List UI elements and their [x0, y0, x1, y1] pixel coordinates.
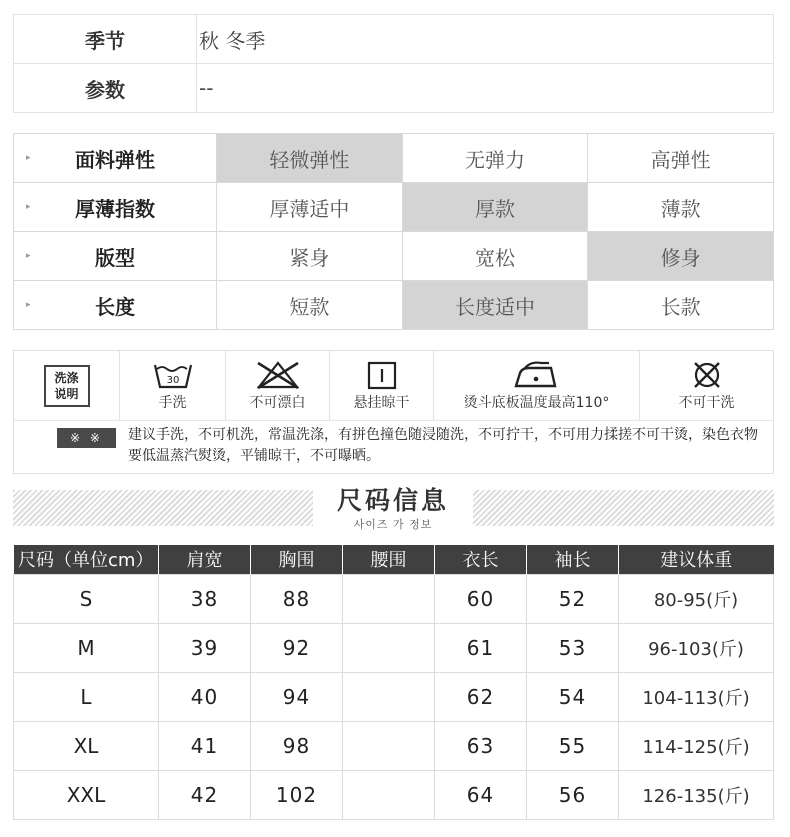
size-header-cell: 腰围	[343, 545, 435, 574]
waist-cell	[343, 574, 435, 623]
spec-key-label: 厚薄指数	[75, 196, 155, 221]
care-icon-row	[14, 351, 773, 421]
bullet-icon: ▸	[26, 153, 31, 163]
care-label-cell	[14, 351, 120, 420]
care-hang-dry	[330, 351, 434, 420]
spec-row	[14, 134, 774, 183]
size-header-cell: 尺码（单位cm）	[14, 545, 159, 574]
spec-option: 厚款	[402, 183, 588, 232]
spec-option: 宽松	[402, 232, 588, 281]
care-hand-wash	[120, 351, 226, 420]
care-label: 悬挂晾干	[353, 394, 410, 411]
size-label: L	[14, 672, 159, 721]
spec-row	[14, 183, 774, 232]
spec-option: 长度适中	[402, 281, 588, 330]
care-no-bleach	[226, 351, 330, 420]
care-label: 烫斗底板温度最高110°	[463, 394, 610, 411]
weight-cell: 96-103(斤)	[619, 623, 774, 672]
size-header-cell: 肩宽	[159, 545, 251, 574]
care-label-line: 说明	[54, 386, 79, 401]
chest-cell: 88	[251, 574, 343, 623]
size-label: XL	[14, 721, 159, 770]
spec-row	[14, 281, 774, 330]
spec-row	[14, 232, 774, 281]
care-label-badge	[44, 365, 90, 407]
weight-cell: 104-113(斤)	[619, 672, 774, 721]
size-title: 尺码信息	[336, 486, 449, 515]
care-note-text: 建议手洗，不可机洗，常温洗涤，有拼色撞色随浸随洗，不可拧干，不可用力揉搓不可干烫，染色衣物要低温蒸汽熨烫，平铺晾干，不可曝晒。	[128, 427, 758, 464]
spec-option: 厚薄适中	[217, 183, 403, 232]
size-label: XXL	[14, 770, 159, 819]
sleeve-cell: 54	[527, 672, 619, 721]
spec-option: 高弹性	[588, 134, 774, 183]
attr-value: 秋 冬季	[197, 15, 774, 64]
spec-option: 轻微弹性	[217, 134, 403, 183]
waist-cell	[343, 672, 435, 721]
spec-option: 薄款	[588, 183, 774, 232]
length-cell: 62	[435, 672, 527, 721]
table-row	[14, 623, 774, 672]
spec-option: 无弹力	[402, 134, 588, 183]
size-header-cell: 建议体重	[619, 545, 774, 574]
no-bleach-icon	[254, 360, 302, 390]
chest-cell: 92	[251, 623, 343, 672]
spec-option: 长款	[588, 281, 774, 330]
care-label: 手洗	[158, 394, 187, 411]
shoulder-cell: 40	[159, 672, 251, 721]
size-header-cell: 胸围	[251, 545, 343, 574]
shoulder-cell: 39	[159, 623, 251, 672]
fabric-spec-table	[13, 133, 774, 330]
attr-row-params	[14, 64, 774, 113]
chest-cell: 102	[251, 770, 343, 819]
table-row	[14, 672, 774, 721]
spec-option: 紧身	[217, 232, 403, 281]
shoulder-cell: 41	[159, 721, 251, 770]
length-cell: 61	[435, 623, 527, 672]
spec-option: 修身	[588, 232, 774, 281]
spec-key-label: 面料弹性	[75, 147, 155, 172]
shoulder-cell: 42	[159, 770, 251, 819]
length-cell: 60	[435, 574, 527, 623]
chest-cell: 98	[251, 721, 343, 770]
size-table	[13, 545, 774, 820]
wash-temp-text: 30	[166, 374, 179, 386]
size-title-box	[313, 478, 473, 536]
length-cell: 63	[435, 721, 527, 770]
hand-wash-icon	[153, 360, 193, 390]
attribute-table	[13, 14, 774, 113]
note-badge: ※ ※	[57, 428, 116, 448]
attr-key: 季节	[14, 15, 197, 64]
attr-value: --	[197, 64, 774, 113]
care-label: 不可漂白	[249, 394, 306, 411]
size-label: S	[14, 574, 159, 623]
spec-key	[14, 281, 217, 330]
care-label-line: 洗涤	[54, 370, 79, 385]
attr-row-season	[14, 15, 774, 64]
waist-cell	[343, 721, 435, 770]
care-instructions	[13, 350, 774, 474]
iron-icon	[511, 360, 563, 390]
length-cell: 64	[435, 770, 527, 819]
bullet-icon: ▸	[26, 251, 31, 261]
sleeve-cell: 56	[527, 770, 619, 819]
shoulder-cell: 38	[159, 574, 251, 623]
attr-key: 参数	[14, 64, 197, 113]
weight-cell: 114-125(斤)	[619, 721, 774, 770]
bullet-icon: ▸	[26, 202, 31, 212]
table-row	[14, 574, 774, 623]
size-label: M	[14, 623, 159, 672]
size-header-cell: 袖长	[527, 545, 619, 574]
sleeve-cell: 53	[527, 623, 619, 672]
spec-option: 短款	[217, 281, 403, 330]
care-iron	[434, 351, 640, 420]
size-subtitle: 사이즈 가 정보	[353, 518, 433, 531]
spec-key-label: 版型	[95, 245, 135, 270]
sleeve-cell: 55	[527, 721, 619, 770]
spec-key	[14, 134, 217, 183]
care-note	[14, 421, 773, 474]
hang-dry-icon	[366, 360, 398, 390]
spec-key	[14, 232, 217, 281]
sleeve-cell: 52	[527, 574, 619, 623]
spec-key-label: 长度	[95, 294, 135, 319]
care-label: 不可干洗	[678, 394, 735, 411]
spec-key	[14, 183, 217, 232]
table-row	[14, 721, 774, 770]
bullet-icon: ▸	[26, 300, 31, 310]
size-header-cell: 衣长	[435, 545, 527, 574]
no-dry-clean-icon	[691, 360, 723, 390]
weight-cell: 80-95(斤)	[619, 574, 774, 623]
waist-cell	[343, 623, 435, 672]
chest-cell: 94	[251, 672, 343, 721]
weight-cell: 126-135(斤)	[619, 770, 774, 819]
table-row	[14, 770, 774, 819]
size-header-row	[14, 545, 774, 574]
waist-cell	[343, 770, 435, 819]
care-no-dry-clean	[640, 351, 773, 420]
